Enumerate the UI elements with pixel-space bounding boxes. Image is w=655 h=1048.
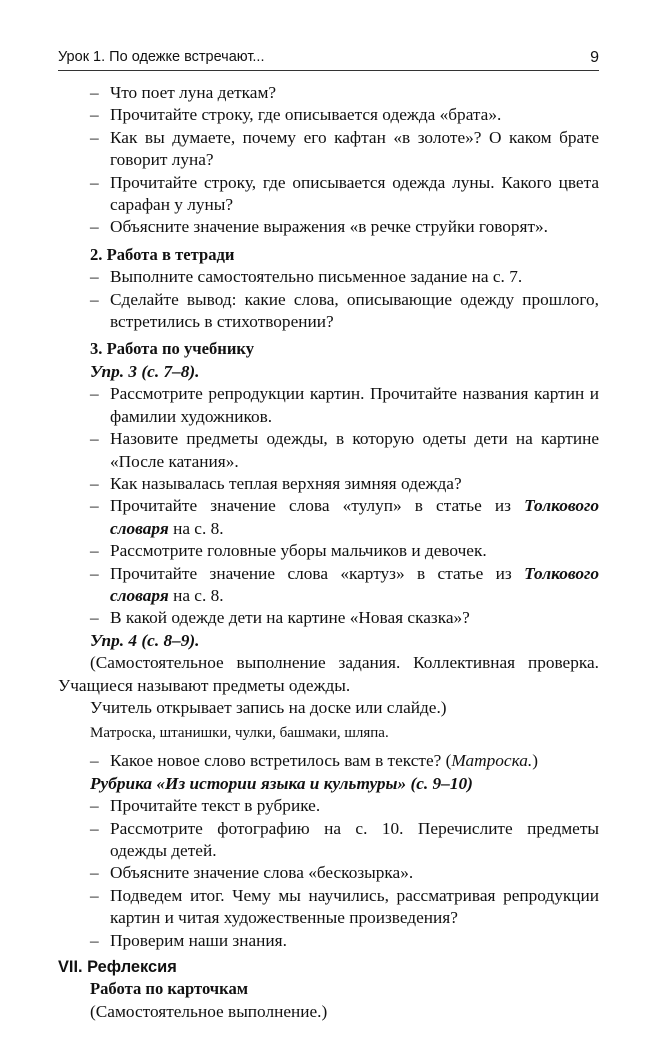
- dash-marker: –: [90, 541, 99, 561]
- cards-subheading: Работа по карточкам: [90, 979, 249, 999]
- list-item: – Рассмотрите репродукции картин. Прочитайте названия картин и фамилии художников.: [90, 384, 599, 426]
- page-number: 9: [590, 49, 599, 66]
- dash-marker: –: [90, 796, 99, 816]
- list-item: – Подведем итог. Чему мы научились, рассматривая репродукции картин и читая художественные произведения?: [90, 885, 599, 928]
- dash-marker: –: [90, 384, 99, 404]
- dash-marker: –: [90, 751, 99, 771]
- dash-marker: –: [90, 818, 99, 838]
- running-title: Урок 1. По одежке встречают...: [58, 49, 265, 65]
- list-item: – Назовите предметы одежды, в которую одеты дети на картине «После катания».: [90, 429, 599, 471]
- list-item: – Прочитайте строку, где описывается одежда «брата».: [58, 104, 599, 126]
- section-heading-notebook: 2. Работа в тетради: [90, 244, 235, 264]
- dash-marker: –: [90, 496, 99, 516]
- list-item: – Проверим наши знания.: [58, 930, 599, 952]
- list-item: – Прочитайте значение слова «картуз» в статье из Толкового словаря на с. 8.: [90, 563, 599, 605]
- dash-marker: –: [90, 105, 99, 125]
- list-item: – Прочитайте строку, где описывается одежда луны. Какого цвета сарафан у луны?: [90, 172, 599, 215]
- dictionary-ref: Толкового словаря: [110, 563, 599, 605]
- exercise-3-heading: Упр. 3 (с. 7–8).: [90, 361, 200, 381]
- list-item: – Как вы думаете, почему его кафтан «в золоте»? О каком брате говорит луна?: [90, 127, 599, 170]
- list-item: – Что поет луна деткам?: [58, 82, 599, 104]
- teacher-note: Учитель открывает запись на доске или слайде.): [90, 697, 447, 717]
- list-item: – В какой одежде дети на картине «Новая сказка»?: [58, 607, 599, 629]
- dash-marker: –: [90, 172, 99, 192]
- dash-marker: –: [90, 217, 99, 237]
- dash-marker: –: [90, 608, 99, 628]
- dash-marker: –: [90, 289, 99, 309]
- page-body: [58, 82, 599, 1023]
- list-item: – Как называлась теплая верхняя зимняя одежда?: [58, 473, 599, 495]
- section-heading-reflection: VII. Рефлексия: [58, 958, 177, 977]
- list-item: – Прочитайте текст в рубрике.: [58, 795, 599, 817]
- exercise-4-heading: Упр. 4 (с. 8–9).: [90, 630, 200, 650]
- dash-marker: –: [90, 885, 99, 905]
- rubric-heading: Рубрика «Из истории языка и культуры» (с. 9–10): [90, 773, 473, 793]
- list-item: – Какое новое слово встретилось вам в тексте? (Матроска.): [58, 750, 599, 772]
- list-item: – Сделайте вывод: какие слова, описывающие одежду прошлого, встретились в стихотворении?: [90, 289, 599, 332]
- dash-marker: –: [90, 930, 99, 950]
- dictionary-ref: Толкового словаря: [110, 496, 599, 538]
- list-item: – Объясните значение выражения «в речке струйки говорят».: [58, 216, 599, 238]
- list-item: – Рассмотрите головные уборы мальчиков и девочек.: [58, 540, 599, 562]
- section-heading-textbook: 3. Работа по учебнику: [90, 339, 255, 359]
- reflection-text: (Самостоятельное выполнение.): [90, 1001, 328, 1021]
- dash-marker: –: [90, 267, 99, 287]
- list-item: – Рассмотрите фотографию на с. 10. Перечислите предметы одежды детей.: [90, 818, 599, 860]
- dash-marker: –: [90, 83, 99, 102]
- dash-marker: –: [90, 563, 99, 583]
- dash-marker: –: [90, 473, 99, 493]
- dash-marker: –: [90, 863, 99, 883]
- dash-marker: –: [90, 429, 99, 449]
- dash-marker: –: [90, 127, 99, 147]
- list-item: – Объясните значение слова «бескозырка».: [58, 862, 599, 884]
- list-item: – Прочитайте значение слова «тулуп» в статье из Толкового словаря на с. 8.: [90, 496, 599, 538]
- exercise-4-text: (Самостоятельное выполнение задания. Коллективная проверка. Учащиеся называют предметы одежды.: [58, 653, 599, 695]
- word-list: Матроска, штанишки, чулки, башмаки, шляпа.: [90, 725, 389, 742]
- running-header: [58, 48, 599, 71]
- list-item: – Выполните самостоятельно письменное задание на с. 7.: [58, 266, 599, 288]
